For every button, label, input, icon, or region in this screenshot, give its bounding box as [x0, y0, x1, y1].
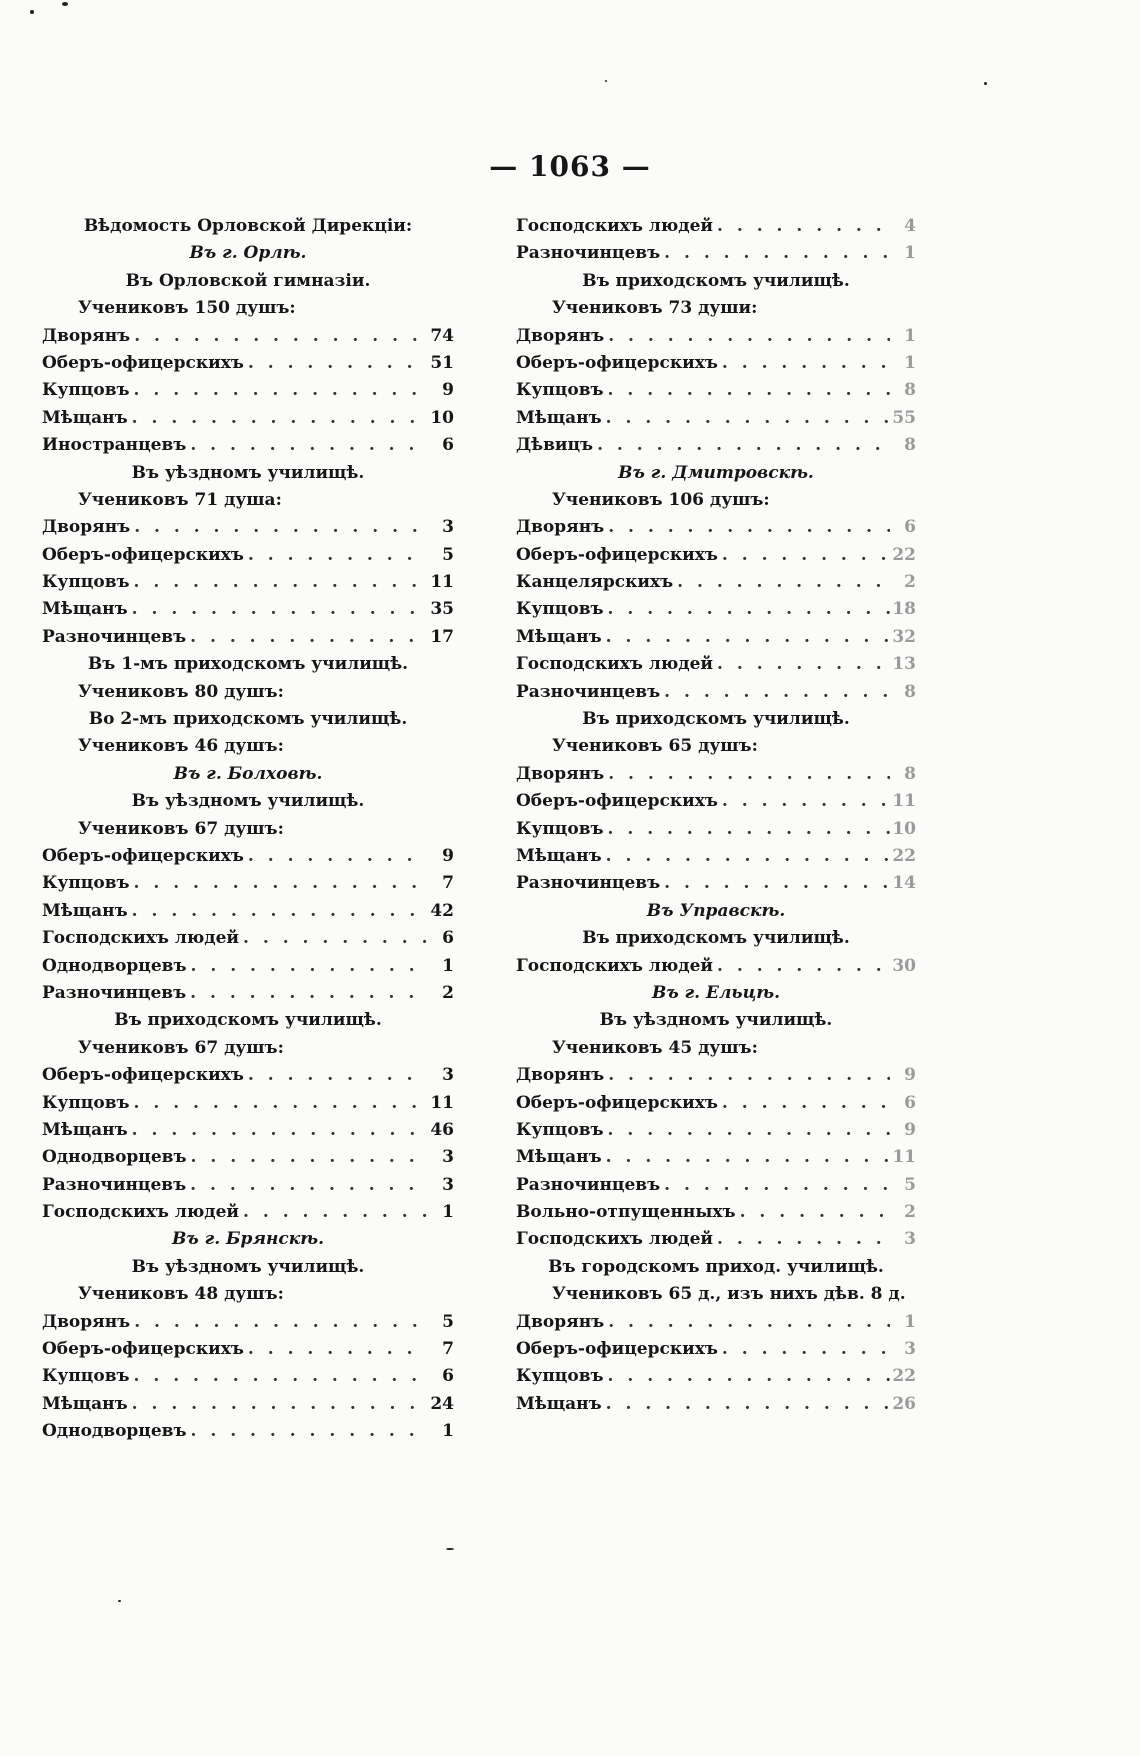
row-label: Купцовъ: [42, 380, 130, 401]
row-value: 3: [904, 1229, 916, 1250]
row-value: 1: [904, 352, 916, 373]
table-row: [42, 898, 454, 925]
row-value: 5: [442, 544, 454, 565]
row-value: 3: [442, 517, 454, 538]
student-count: Учениковъ 73 души:: [552, 298, 758, 319]
section-heading: Въ уѣздномъ училищѣ.: [131, 791, 365, 812]
row-value: 11: [430, 572, 454, 593]
section-heading: Въ уѣздномъ училищѣ.: [131, 462, 365, 483]
table-row: [42, 843, 454, 870]
dot-leader: [187, 953, 428, 980]
dot-leader: [128, 596, 428, 623]
dot-leader: [244, 1336, 428, 1363]
dot-leader: [602, 405, 890, 432]
dot-leader: [130, 377, 428, 404]
row-label: Оберъ-офицерскихъ: [42, 352, 244, 373]
dot-leader: [128, 1391, 428, 1418]
table-row: [516, 1336, 916, 1363]
dot-leader: [244, 843, 428, 870]
table-row: [516, 377, 916, 404]
dot-leader: [186, 624, 428, 651]
row-value: 3: [904, 1339, 916, 1360]
row-value: 74: [430, 325, 454, 346]
dot-leader: [130, 870, 428, 897]
row-label: Оберъ-офицерскихъ: [516, 791, 718, 812]
dot-leader: [130, 1363, 428, 1390]
dot-leader: [660, 679, 890, 706]
row-value: 22: [892, 544, 916, 565]
section-heading: Въ приходскомъ училищѣ.: [582, 270, 850, 291]
table-row: [516, 651, 916, 678]
row-label: Купцовъ: [516, 1119, 604, 1140]
table-row: [516, 816, 916, 843]
table-row: [516, 213, 916, 240]
table-row: [516, 870, 916, 897]
table-row: [42, 1199, 454, 1226]
row-value: 24: [430, 1393, 454, 1414]
row-label: Мѣщанъ: [42, 599, 128, 620]
town-heading: Въ г. Ельцѣ.: [651, 982, 781, 1003]
row-label: Оберъ-офицерскихъ: [42, 845, 244, 866]
table-row: [516, 953, 916, 980]
section-heading: Въ Орловской гимназіи.: [125, 270, 371, 291]
row-value: 22: [892, 1366, 916, 1387]
row-value: 1: [904, 325, 916, 346]
table-row: [516, 596, 916, 623]
row-label: Мѣщанъ: [516, 1393, 602, 1414]
table-row: [516, 1062, 916, 1089]
row-label: Дворянъ: [42, 1311, 131, 1332]
row-value: 46: [430, 1119, 454, 1140]
table-row: [516, 405, 916, 432]
row-label: Купцовъ: [42, 1092, 130, 1113]
section-heading: Въ 1-мъ приходскомъ училищѣ.: [87, 654, 409, 675]
dot-leader: [718, 788, 890, 815]
table-row: [516, 1363, 916, 1390]
dot-leader: [602, 624, 890, 651]
row-value: 1: [442, 1421, 454, 1442]
row-value: 10: [892, 818, 916, 839]
table-row: [42, 1062, 454, 1089]
dot-leader: [239, 925, 428, 952]
dot-leader: [130, 514, 428, 541]
dot-leader: [239, 1199, 428, 1226]
table-row: [516, 1172, 916, 1199]
row-label: Дворянъ: [42, 517, 131, 538]
town-heading: Въ г. Болховѣ.: [173, 763, 323, 784]
table-row: [516, 1090, 916, 1117]
row-value: 1: [442, 955, 454, 976]
row-label: Дворянъ: [42, 325, 131, 346]
section-heading: Во 2-мъ приходскомъ училищѣ.: [88, 709, 408, 730]
dot-leader: [128, 898, 428, 925]
town-heading: Въ Упрaвскѣ.: [646, 900, 786, 921]
table-row: [516, 1226, 916, 1253]
student-count: Учениковъ 106 душъ:: [552, 489, 770, 510]
row-label: Мѣщанъ: [516, 407, 602, 428]
section-heading: Въ приходскомъ училищѣ.: [582, 709, 850, 730]
row-label: Господскихъ людей: [516, 654, 714, 675]
row-value: 1: [442, 1202, 454, 1223]
row-value: 2: [442, 982, 454, 1003]
dot-leader: [130, 323, 428, 350]
section-heading: Въ уѣздномъ училищѣ.: [131, 1256, 365, 1277]
dot-leader: [718, 350, 890, 377]
row-value: 32: [892, 626, 916, 647]
row-label: Мѣщанъ: [42, 1393, 128, 1414]
row-label: Дворянъ: [516, 1311, 605, 1332]
table-row: [42, 1172, 454, 1199]
town-heading: Въ г. Дмитровскѣ.: [618, 462, 814, 483]
dot-leader: [713, 1226, 890, 1253]
section-heading: Въ приходскомъ училищѣ.: [114, 1010, 382, 1031]
dot-leader: [604, 1309, 890, 1336]
dot-leader: [130, 569, 428, 596]
table-row: [42, 925, 454, 952]
section-heading: Въ приходскомъ училищѣ.: [582, 928, 850, 949]
scan-speck: [984, 82, 987, 85]
row-label: Однодворцевъ: [42, 1147, 187, 1168]
row-label: Однодворцевъ: [42, 955, 187, 976]
row-label: Разночинцевъ: [42, 982, 187, 1003]
table-row: [42, 1117, 454, 1144]
table-row: [42, 432, 454, 459]
dot-leader: [660, 870, 890, 897]
dot-leader: [718, 542, 890, 569]
row-label: Оберъ-офицерскихъ: [516, 352, 718, 373]
row-value: 6: [904, 1092, 916, 1113]
row-value: 2: [904, 572, 916, 593]
dot-leader: [128, 405, 428, 432]
dot-leader: [604, 377, 890, 404]
row-label: Разночинцевъ: [42, 626, 187, 647]
dot-leader: [713, 213, 890, 240]
row-label: Оберъ-офицерскихъ: [42, 1065, 244, 1086]
dot-leader: [660, 1172, 890, 1199]
dot-leader: [604, 514, 890, 541]
table-row: [516, 788, 916, 815]
dot-leader: [604, 1117, 890, 1144]
row-label: Дворянъ: [516, 517, 605, 538]
table-row: [516, 542, 916, 569]
row-value: 8: [904, 435, 916, 456]
student-count: Учениковъ 150 душъ:: [78, 298, 296, 319]
row-value: 30: [892, 955, 916, 976]
student-count: Учениковъ 80 душъ:: [78, 681, 284, 702]
table-row: [42, 624, 454, 651]
scan-speck: [118, 1600, 121, 1602]
row-value: 9: [904, 1119, 916, 1140]
row-label: Купцовъ: [516, 818, 604, 839]
dot-leader: [186, 432, 428, 459]
dot-leader: [604, 596, 890, 623]
table-row: [516, 1391, 916, 1418]
dot-leader: [128, 1117, 428, 1144]
row-value: 9: [442, 845, 454, 866]
row-value: 5: [904, 1174, 916, 1195]
row-value: 55: [892, 407, 916, 428]
dot-leader: [244, 1062, 428, 1089]
row-label: Мѣщанъ: [516, 1147, 602, 1168]
row-label: Мѣщанъ: [516, 626, 602, 647]
row-value: 4: [904, 216, 916, 236]
student-count: Учениковъ 65 д., изъ нихъ дѣв. 8 д.: [552, 1284, 906, 1305]
row-value: 8: [904, 380, 916, 401]
scan-speck: [30, 10, 34, 14]
row-label: Купцовъ: [42, 873, 130, 894]
row-label: Мѣщанъ: [516, 845, 602, 866]
table-row: [516, 1117, 916, 1144]
dot-leader: [713, 651, 890, 678]
table-row: [42, 377, 454, 404]
row-label: Дворянъ: [516, 763, 605, 784]
row-label: Господскихъ людей: [42, 928, 240, 949]
dot-leader: [187, 1418, 428, 1445]
table-row: [516, 240, 916, 267]
dot-leader: [604, 816, 890, 843]
row-value: 6: [442, 1366, 454, 1387]
row-label: Мѣщанъ: [42, 900, 128, 921]
row-value: 35: [430, 599, 454, 620]
scan-speck: [605, 80, 607, 82]
row-label: Оберъ-офицерскихъ: [42, 544, 244, 565]
table-row: [42, 1090, 454, 1117]
row-label: Купцовъ: [516, 599, 604, 620]
dot-leader: [602, 1144, 890, 1171]
row-label: Оберъ-офицерскихъ: [42, 1339, 244, 1360]
row-label: Купцовъ: [42, 572, 130, 593]
table-row: [42, 1336, 454, 1363]
row-value: 3: [442, 1174, 454, 1195]
dot-leader: [604, 761, 890, 788]
table-row: [516, 323, 916, 350]
table-row: [516, 514, 916, 541]
dot-leader: [736, 1199, 890, 1226]
student-count: Учениковъ 65 душъ:: [552, 736, 758, 757]
dot-leader: [244, 542, 428, 569]
table-row: [42, 1418, 454, 1445]
left-column: [42, 213, 454, 1446]
row-label: Оберъ-офицерскихъ: [516, 1092, 718, 1113]
table-row: [42, 1363, 454, 1390]
student-count: Учениковъ 45 душъ:: [552, 1037, 758, 1058]
table-row: [516, 1309, 916, 1336]
row-value: 51: [430, 352, 454, 373]
row-label: Иностранцевъ: [42, 435, 187, 456]
row-label: Купцовъ: [516, 380, 604, 401]
table-row: [42, 870, 454, 897]
row-label: Разночинцевъ: [516, 243, 661, 264]
dot-leader: [604, 1363, 890, 1390]
row-value: 6: [442, 435, 454, 456]
dot-leader: [718, 1336, 890, 1363]
section-heading: Вѣдомость Орловской Дирекціи:: [83, 216, 413, 236]
table-row: [42, 1391, 454, 1418]
row-value: 18: [892, 599, 916, 620]
table-row: [42, 953, 454, 980]
row-value: 10: [430, 407, 454, 428]
student-count: Учениковъ 71 душа:: [78, 489, 282, 510]
row-value: 7: [442, 1339, 454, 1360]
row-value: 14: [892, 873, 916, 894]
dot-leader: [593, 432, 890, 459]
row-value: 9: [904, 1065, 916, 1086]
dot-leader: [604, 323, 890, 350]
table-row: [516, 569, 916, 596]
dot-leader: [130, 1309, 428, 1336]
row-label: Купцовъ: [516, 1366, 604, 1387]
row-label: Оберъ-офицерскихъ: [516, 544, 718, 565]
right-column: [516, 213, 916, 1418]
student-count: Учениковъ 46 душъ:: [78, 736, 284, 757]
row-label: Разночинцевъ: [516, 873, 661, 894]
scan-speck: [62, 2, 68, 6]
student-count: Учениковъ 48 душъ:: [78, 1284, 284, 1305]
dot-leader: [602, 843, 890, 870]
table-row: [516, 843, 916, 870]
table-row: [42, 980, 454, 1007]
row-value: 9: [442, 380, 454, 401]
row-label: Разночинцевъ: [516, 681, 661, 702]
dot-leader: [244, 350, 428, 377]
row-label: Мѣщанъ: [42, 1119, 128, 1140]
table-row: [516, 432, 916, 459]
dot-leader: [602, 1391, 890, 1418]
row-label: Купцовъ: [42, 1366, 130, 1387]
row-value: 17: [430, 626, 454, 647]
row-label: Дворянъ: [516, 325, 605, 346]
table-row: [42, 1309, 454, 1336]
row-value: 8: [904, 681, 916, 702]
row-label: Господскихъ людей: [516, 216, 714, 236]
dot-leader: [660, 240, 890, 267]
row-value: 11: [430, 1092, 454, 1113]
table-row: [516, 350, 916, 377]
row-value: 3: [442, 1147, 454, 1168]
dot-leader: [673, 569, 890, 596]
table-row: [516, 679, 916, 706]
dot-leader: [186, 980, 428, 1007]
dot-leader: [604, 1062, 890, 1089]
row-value: 26: [892, 1393, 916, 1414]
page-number: — 1063 —: [489, 150, 651, 183]
student-count: Учениковъ 67 душъ:: [78, 1037, 284, 1058]
row-value: 6: [904, 517, 916, 538]
row-value: 13: [892, 654, 916, 675]
table-row: [42, 596, 454, 623]
row-label: Разночинцевъ: [42, 1174, 187, 1195]
row-label: Однодворцевъ: [42, 1421, 187, 1442]
row-label: Вольно-отпущенныхъ: [516, 1202, 736, 1223]
table-row: [516, 1144, 916, 1171]
table-row: [42, 569, 454, 596]
row-value: 1: [904, 1311, 916, 1332]
table-row: [42, 514, 454, 541]
row-value: 7: [442, 873, 454, 894]
dot-leader: [130, 1090, 428, 1117]
row-value: 5: [442, 1311, 454, 1332]
row-label: Дворянъ: [516, 1065, 605, 1086]
row-label: Разночинцевъ: [516, 1174, 661, 1195]
row-label: Господскихъ людей: [516, 1229, 714, 1250]
row-value: 11: [892, 791, 916, 812]
row-value: 6: [442, 928, 454, 949]
dot-leader: [713, 953, 890, 980]
dot-leader: [187, 1144, 428, 1171]
row-label: Дѣвицъ: [516, 435, 594, 456]
row-value: 8: [904, 763, 916, 784]
row-label: Господскихъ людей: [42, 1202, 240, 1223]
town-heading: Въ г. Орлѣ.: [189, 243, 307, 264]
scan-speck: [446, 1548, 454, 1550]
row-value: 1: [904, 243, 916, 264]
row-label: Канцелярскихъ: [516, 572, 674, 593]
table-row: [42, 405, 454, 432]
table-row: [42, 542, 454, 569]
table-row: [42, 1144, 454, 1171]
section-heading: Въ уѣздномъ училищѣ.: [599, 1010, 833, 1031]
table-row: [516, 624, 916, 651]
student-count: Учениковъ 67 душъ:: [78, 818, 284, 839]
row-value: 22: [892, 845, 916, 866]
row-value: 3: [442, 1065, 454, 1086]
table-row: [516, 1199, 916, 1226]
row-value: 2: [904, 1202, 916, 1223]
section-heading: Въ городскомъ приход. училищѣ.: [548, 1256, 884, 1277]
town-heading: Въ г. Брянскѣ.: [171, 1229, 324, 1250]
table-row: [42, 350, 454, 377]
row-label: Мѣщанъ: [42, 407, 128, 428]
row-value: 42: [430, 900, 454, 921]
dot-leader: [186, 1172, 428, 1199]
dot-leader: [718, 1090, 890, 1117]
table-row: [42, 323, 454, 350]
table-row: [516, 761, 916, 788]
row-label: Оберъ-офицерскихъ: [516, 1339, 718, 1360]
row-label: Господскихъ людей: [516, 955, 714, 976]
row-value: 11: [892, 1147, 916, 1168]
